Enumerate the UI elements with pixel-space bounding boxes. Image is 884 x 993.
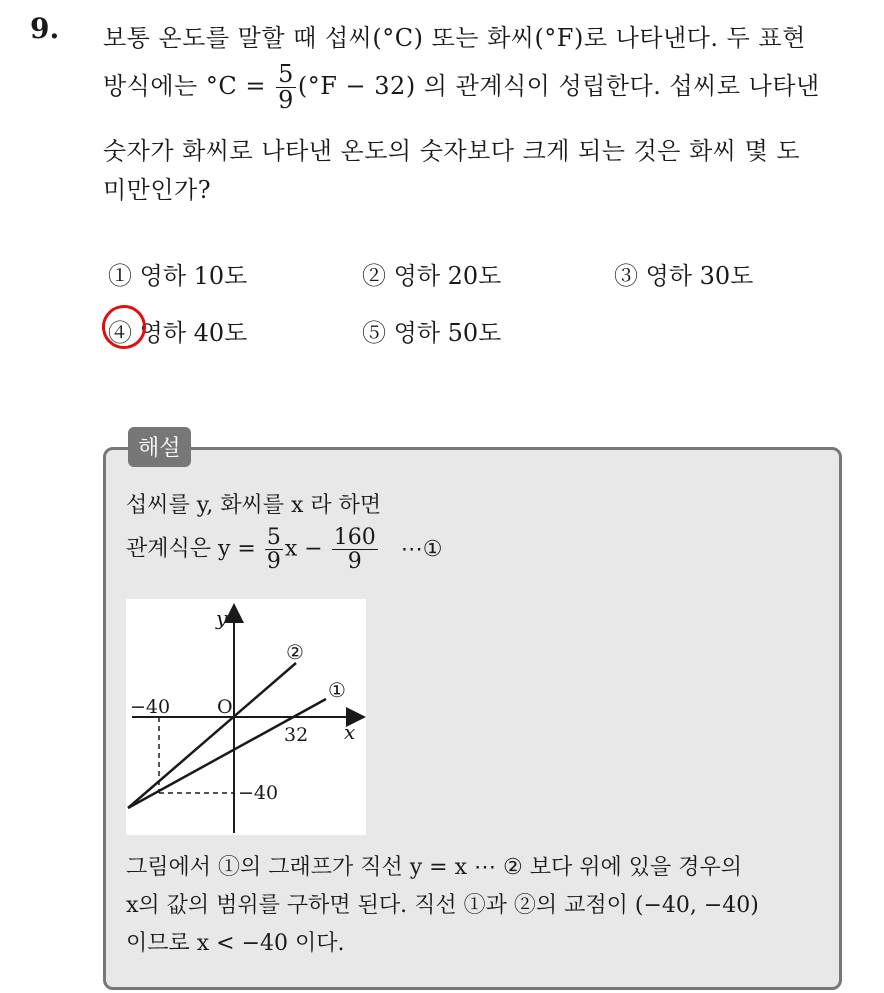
solution-tag: 해설 xyxy=(128,427,191,467)
solution-line-3: 그림에서 ①의 그래프가 직선 y = x ⋯ ② 보다 위에 있을 경우의 xyxy=(126,855,742,880)
option-5-num: ⑤ xyxy=(362,319,386,347)
solution-line-2-pre: 관계식은 y = xyxy=(126,536,256,562)
option-3-text: 영하 30도 xyxy=(645,262,754,290)
option-1-num: ① xyxy=(108,262,132,290)
option-3-num: ③ xyxy=(614,262,638,290)
y-axis-label: y xyxy=(216,606,228,630)
option-3[interactable] xyxy=(614,256,753,291)
x-pos-label: 32 xyxy=(284,724,309,746)
question-line-1: 보통 온도를 말할 때 섭씨(°C) 또는 화씨(°F)로 나타낸다. 두 표현 xyxy=(103,24,806,52)
y-neg-label: −40 xyxy=(238,782,279,804)
graph-svg xyxy=(126,599,366,835)
frac2-num: 160 xyxy=(333,525,376,550)
option-5-text: 영하 50도 xyxy=(393,319,502,347)
option-1[interactable] xyxy=(108,256,247,291)
option-2[interactable] xyxy=(362,256,501,291)
solution-line-4: x의 값의 범위를 구하면 된다. 직선 ①과 ②의 교점이 (−40, −40) xyxy=(126,893,759,918)
question-line-2-post: (°F − 32) 의 관계식이 성립한다. 섭씨로 나타낸 xyxy=(297,72,820,101)
option-4-text: 영하 40도 xyxy=(139,319,248,347)
question-line-4: 미만인가? xyxy=(103,176,212,204)
frac2-den: 9 xyxy=(347,549,362,575)
graph-figure xyxy=(126,599,366,835)
option-4-num: ④ xyxy=(108,319,132,347)
question-line-2-pre: 방식에는 °C = xyxy=(103,72,266,101)
option-5[interactable] xyxy=(362,313,501,348)
question-line-2 xyxy=(103,62,820,113)
frac1-den: 9 xyxy=(266,549,281,575)
fraction-5-9-b xyxy=(265,526,283,573)
origin-label: O xyxy=(217,696,233,718)
solution-line-1: 섭씨를 y, 화씨를 x 라 하면 xyxy=(126,493,382,518)
x-axis-label: x xyxy=(344,720,356,744)
frac1-num: 5 xyxy=(266,525,281,550)
x-neg-label: −40 xyxy=(130,696,171,718)
fraction-5-9 xyxy=(276,62,296,113)
option-2-text: 영하 20도 xyxy=(393,262,502,290)
question-line-3: 숫자가 화씨로 나타낸 온도의 숫자보다 크게 되는 것은 화씨 몇 도 xyxy=(103,137,801,165)
line-2-label: ② xyxy=(286,640,304,664)
solution-line-5: 이므로 x < −40 이다. xyxy=(126,931,345,956)
option-1-text: 영하 10도 xyxy=(139,262,248,290)
fraction-160-9 xyxy=(332,526,378,573)
solution-line-2-post: ⋯① xyxy=(400,536,443,562)
line-1-label: ① xyxy=(328,678,346,702)
frac-den: 9 xyxy=(278,86,294,115)
question-number: 9. xyxy=(30,12,60,45)
frac-num: 5 xyxy=(278,60,294,88)
option-2-num: ② xyxy=(362,262,386,290)
solution-line-2-mid: x − xyxy=(284,536,323,562)
solution-line-2 xyxy=(126,526,442,573)
